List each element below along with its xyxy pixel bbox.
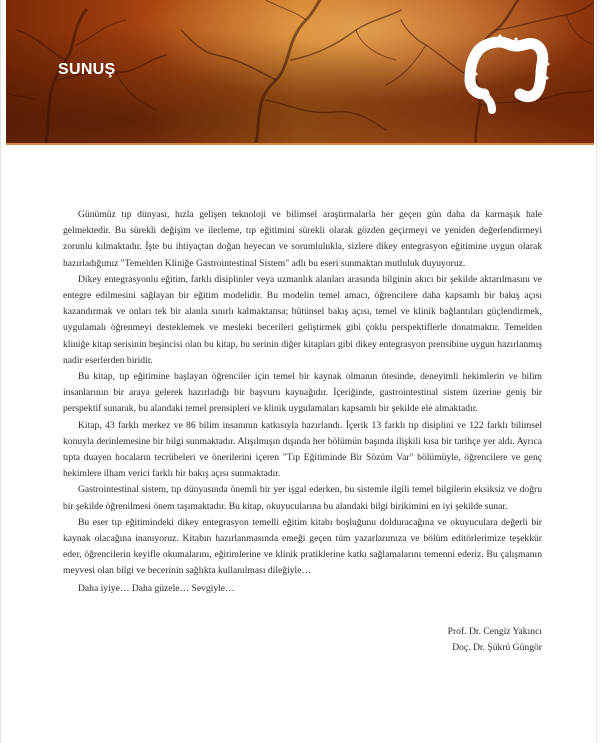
page-edge-left bbox=[0, 0, 1, 743]
page-title: SUNUŞ bbox=[58, 61, 116, 78]
closing-line: Daha iyiye… Daha güzele… Sevgiyle… bbox=[78, 582, 235, 594]
header-banner bbox=[6, 0, 594, 145]
paragraph-3: Bu kitap, tıp eğitimine başlayan öğrenciler için temel bir kaynak olmanın ötesinde, deneyimli hekimlerin ve bilim insanlarının bir araya gelerek hazırladığı bir başvuru kaynağıdır. İçeriğinde, gastrointestinal sistem üzerine geniş bir perspektif sunarak, bu alandaki temel prensipleri ve klinik uygulamaları kapsamlı bir şekilde ele almaktadır. bbox=[63, 371, 542, 415]
paragraph-5: Gastrointestinal sistem, tıp dünyasında önemli bir yer işgal ederken, bu sistemle ilgili temel bilgilerin eksiksiz ve doğru bir şekilde öğrenilmesi önem taşımaktadır. Bu kitap, okuyucularına bu alandaki bilgi birikimini en iyi şekilde sunar. bbox=[63, 484, 542, 512]
intestine-icon bbox=[458, 32, 550, 118]
page-edge-right bbox=[596, 0, 597, 743]
paragraph-2: Dikey entegrasyonlu eğitim, farklı disiplinler veya uzmanlık alanları arasında bilginin akıcı bir şekilde aktarılmasını ve entegre edilmesini sağlayan bir eğitim modelidir. Bu modelin temel amacı, öğrencilere daha kapsamlı bir bakış açısı kazandırmak ve onları tek bir alanla sınırlı kalmaktansa; bütünsel bakış açısı, temel ve klinik bağlantıları güçlendirmek, uygulamalı öğrenmeyi desteklemek ve mesleki becerileri geliştirmek gibi çoklu perspektiflerle donatmaktır. Temelden kliniğe kitap serisinin beşincisi olan bu kitap, bu serinin diğer kitapları gibi dikey entegrasyon prensibine uygun hazırlanmış nadir eserlerden biridir. bbox=[63, 273, 542, 366]
signature-author-1: Prof. Dr. Cengiz Yakıncı bbox=[447, 626, 542, 637]
preface-text bbox=[63, 207, 542, 597]
paragraph-6: Bu eser tıp eğitimindeki dikey entegrasyon temelli eğitim kitabı boşluğunu dolduracağına ve okuyuculara değerli bir kaynak olacağına inanıyoruz. Kitabın hazırlanmasında emeği geçen tüm yazarlarımıza ve bölüm editörlerimize teşekkür eder, öğrencilerin keyifle okumalarını, eğitimlerine ve klinik pratiklerine katkı sağlamalarını temenni ederiz. Bu çalışmanın meyvesi olan bilgi ve becerinin sağlıkta kullanılması dileğiyle… bbox=[63, 516, 542, 577]
signature-block bbox=[448, 624, 542, 655]
paragraph-4: Kitap, 43 farklı merkez ve 86 bilim insanının katkısıyla hazırlandı. İçerik 13 farklı tıp disiplini ve 122 farklı bilimsel konuyla derinlemesine bir bilgi sunmaktadır. Alışılmışın dışında her bölümün başında ilişkili kısa bir tarihçe yer aldı. Ayrıca tıpta duayen hocaların tecrübeleri ve önerilerini içeren "Tıp Eğitiminde Bir Sözüm Var" bölümüyle, öğrencilere ve genç hekimlere ilham verici farklı bir bakış açısı sunmaktadır. bbox=[63, 419, 542, 480]
signature-author-2: Doç. Dr. Şükrü Güngör bbox=[452, 641, 542, 653]
paragraph-1: Günümüz tıp dünyası, hızla gelişen teknoloji ve bilimsel araştırmalarla her geçen gün daha da karmaşık hale gelmektedir. Bu sürekli değişim ve ilerleme, tıp eğitimini sürekli olarak gözden geçirmeyi ve yeniden değerlendirmeyi zorunlu kılmaktadır. İşte bu ihtiyaçtan doğan heyecan ve sorumlulukla, sizlere dikey entegrasyon eğitimine uygun olarak hazırladığımız "Temelden Kliniğe Gastrointestinal Sistem" adlı bu eseri sunmaktan mutluluk duyuyoruz. bbox=[63, 209, 542, 269]
